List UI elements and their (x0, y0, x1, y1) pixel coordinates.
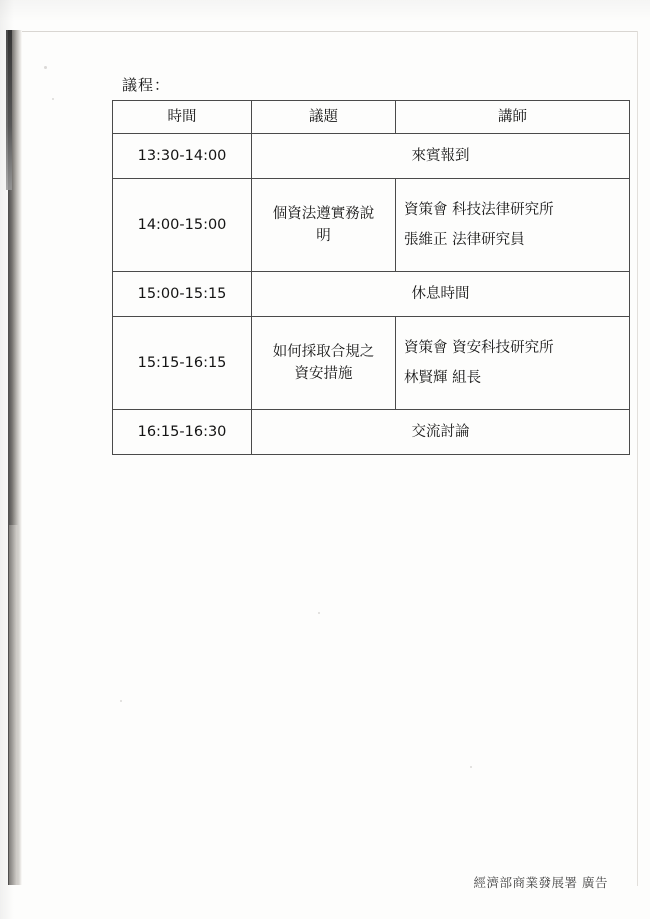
cell-time: 16:15-16:30 (113, 410, 252, 455)
table-row (113, 134, 630, 179)
header-cell-topic: 議題 (252, 101, 396, 134)
topic-line: 如何採取合規之 (272, 343, 375, 360)
cell-time: 14:00-15:00 (113, 179, 252, 272)
cell-topic (252, 179, 396, 272)
header-cell-time: 時間 (113, 101, 252, 134)
table-header-row (113, 101, 630, 134)
topic-line: 個資法遵實務說 (272, 205, 375, 222)
footer-note: 經濟部商業發展署 廣告 (473, 875, 608, 890)
header-cell-speaker: 講師 (396, 101, 630, 134)
table-row (113, 410, 630, 455)
speaker-line: 張維正 法律研究員 (404, 232, 525, 248)
speaker-line: 資策會 資安科技研究所 (404, 339, 554, 356)
speaker-line: 資策會 科技法律研究所 (404, 201, 554, 218)
cell-topic (252, 317, 396, 410)
table-row (113, 179, 630, 272)
table-row (113, 272, 630, 317)
cell-time: 15:15-16:15 (113, 317, 252, 410)
cell-merged-text: 來賓報到 (252, 134, 630, 179)
speaker-line: 林賢輝 組長 (404, 370, 482, 386)
cell-time: 15:00-15:15 (113, 272, 252, 317)
topic-line: 明 (316, 228, 331, 244)
agenda-table (112, 100, 630, 455)
cell-speaker (396, 179, 630, 272)
cell-merged-text: 交流討論 (252, 410, 630, 455)
topic-line: 資安措施 (294, 366, 353, 382)
cell-time: 13:30-14:00 (113, 134, 252, 179)
agenda-label: 議程： (122, 76, 171, 94)
cell-speaker (396, 317, 630, 410)
table-row (113, 317, 630, 410)
cell-merged-text: 休息時間 (252, 272, 630, 317)
